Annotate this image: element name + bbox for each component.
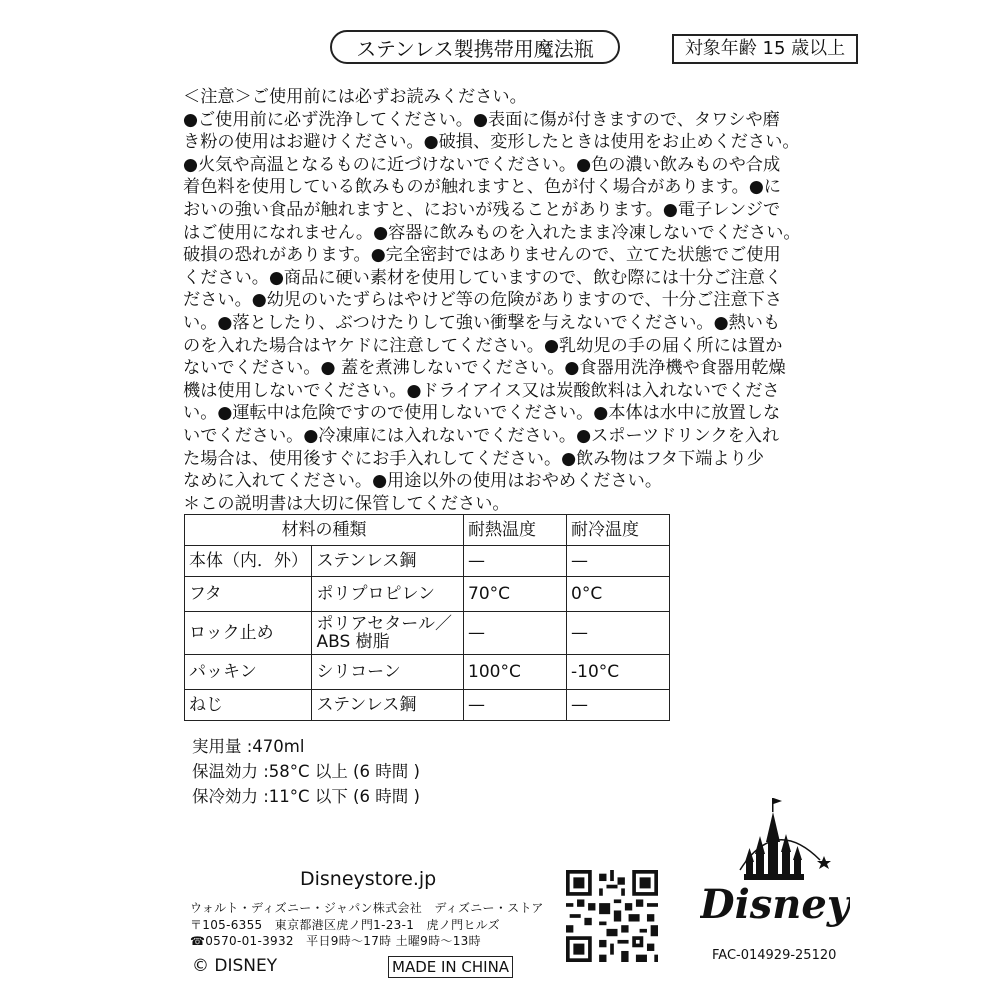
table-row bbox=[185, 612, 670, 655]
notice-line: ●火気や高温となるものに近づけないでください。●色の濃い飲みものや合成 bbox=[183, 154, 781, 175]
notice-line: 機は使用しないでください。●ドライアイス又は炭酸飲料は入れないでくださ bbox=[183, 380, 780, 401]
table-row bbox=[185, 546, 670, 577]
material-line: ポリアセタール／ bbox=[316, 614, 452, 634]
part-cell: ロック止め bbox=[185, 612, 312, 655]
made-in-label: MADE IN CHINA bbox=[388, 956, 513, 978]
capacity-spec: 実用量 :470ml bbox=[192, 737, 305, 756]
cold-retention-spec: 保冷効力 :11°C 以下 (6 時間 ) bbox=[192, 787, 420, 806]
cold-cell: — bbox=[567, 690, 670, 721]
material-line: ABS 樹脂 bbox=[316, 632, 390, 652]
part-cell: ねじ bbox=[185, 690, 312, 721]
notice-line: はご使用になれません。●容器に飲みものを入れたまま冷凍しないでください。 bbox=[183, 222, 801, 243]
notice-line: おいの強い食品が触れますと、においが残ることがあります。●電子レンジで bbox=[183, 199, 781, 220]
part-cell: 本体（内．外） bbox=[185, 546, 312, 577]
notice-line: き粉の使用はお避けください。●破損、変形したときは使用をお止めください。 bbox=[183, 132, 800, 153]
qr-code-icon bbox=[566, 870, 658, 962]
notice-line: ださい。●幼児のいたずらはやけど等の危険がありますので、十分ご注意下さ bbox=[183, 290, 783, 311]
header-cold-temp: 耐冷温度 bbox=[567, 515, 670, 546]
store-url: Disneystore.jp bbox=[300, 868, 437, 890]
heat-retention-spec: 保温効力 :58°C 以上 (6 時間 ) bbox=[192, 762, 420, 781]
notice-line: い。●運転中は危険ですので使用しないでください。●本体は水中に放置しな bbox=[183, 403, 781, 424]
company-address: 〒105-6355 東京都港区虎ノ門1-23-1 虎ノ門ヒルズ bbox=[190, 917, 500, 932]
material-cell: ポリプロピレン bbox=[312, 577, 464, 612]
material-cell: ステンレス鋼 bbox=[312, 546, 464, 577]
table-row bbox=[185, 577, 670, 612]
notice-line: い。●落としたり、ぶつけたりして強い衝撃を与えないでください。●熱いも bbox=[183, 312, 781, 333]
table-row bbox=[185, 690, 670, 721]
heat-cell: 70°C bbox=[464, 577, 567, 612]
notice-line: 破損の恐れがあります。●完全密封ではありませんので、立てた状態でご使用 bbox=[183, 245, 781, 266]
notice-line: ＊この説明書は大切に保管してください。 bbox=[183, 493, 510, 514]
material-cell: シリコーン bbox=[312, 655, 464, 690]
caution-notice bbox=[183, 86, 873, 515]
materials-table bbox=[184, 514, 670, 721]
age-label: 対象年齢 15 歳以上 bbox=[672, 34, 858, 64]
copyright: © DISNEY bbox=[192, 956, 278, 976]
part-cell: フタ bbox=[185, 577, 312, 612]
header-material-type: 材料の種類 bbox=[185, 515, 464, 546]
company-info bbox=[190, 900, 544, 950]
heat-cell: — bbox=[464, 690, 567, 721]
table-row bbox=[185, 655, 670, 690]
material-cell bbox=[312, 612, 464, 655]
notice-line: ないでください。● 蓋を煮沸しないでください。●食器用洗浄機や食器用乾燥 bbox=[183, 358, 786, 379]
table-header-row bbox=[185, 515, 670, 546]
cold-cell: -10°C bbox=[567, 655, 670, 690]
castle-icon bbox=[740, 798, 831, 880]
notice-line: ください。●商品に硬い素材を使用していますので、飲む際には十分ご注意く bbox=[183, 267, 783, 288]
notice-line: ●ご使用前に必ず洗浄してください。●表面に傷が付きますので、タワシや磨 bbox=[183, 109, 780, 130]
notice-line: ＜注意＞ご使用前には必ずお読みください。 bbox=[183, 87, 527, 107]
heat-cell: — bbox=[464, 546, 567, 577]
cold-cell: 0°C bbox=[567, 577, 670, 612]
cold-cell: — bbox=[567, 546, 670, 577]
notice-line: た場合は、使用後すぐにお手入れしてください。●飲み物はフタ下端より少 bbox=[183, 448, 764, 469]
material-cell: ステンレス鋼 bbox=[312, 690, 464, 721]
heat-cell: — bbox=[464, 612, 567, 655]
disney-wordmark: Disney bbox=[700, 881, 850, 928]
company-phone: ☎0570-01-3932 平日9時～17時 土曜9時～13時 bbox=[190, 934, 481, 948]
specifications bbox=[192, 734, 420, 809]
disney-logo bbox=[700, 790, 850, 930]
company-name: ウォルト・ディズニー・ジャパン株式会社 ディズニー・ストア bbox=[190, 901, 544, 915]
product-title: ステンレス製携帯用魔法瓶 bbox=[330, 30, 620, 64]
cold-cell: — bbox=[567, 612, 670, 655]
product-code: FAC-014929-25120 bbox=[712, 948, 837, 963]
notice-line: のを入れた場合はヤケドに注意してください。●乳幼児の手の届く所には置か bbox=[183, 335, 783, 356]
notice-line: いでください。●冷凍庫には入れないでください。●スポーツドリンクを入れ bbox=[183, 425, 780, 446]
part-cell: パッキン bbox=[185, 655, 312, 690]
notice-line: なめに入れてください。●用途以外の使用はおやめください。 bbox=[183, 471, 663, 492]
header-heat-temp: 耐熱温度 bbox=[464, 515, 567, 546]
notice-line: 着色料を使用している飲みものが触れますと、色が付く場合があります。●に bbox=[183, 177, 781, 198]
heat-cell: 100°C bbox=[464, 655, 567, 690]
